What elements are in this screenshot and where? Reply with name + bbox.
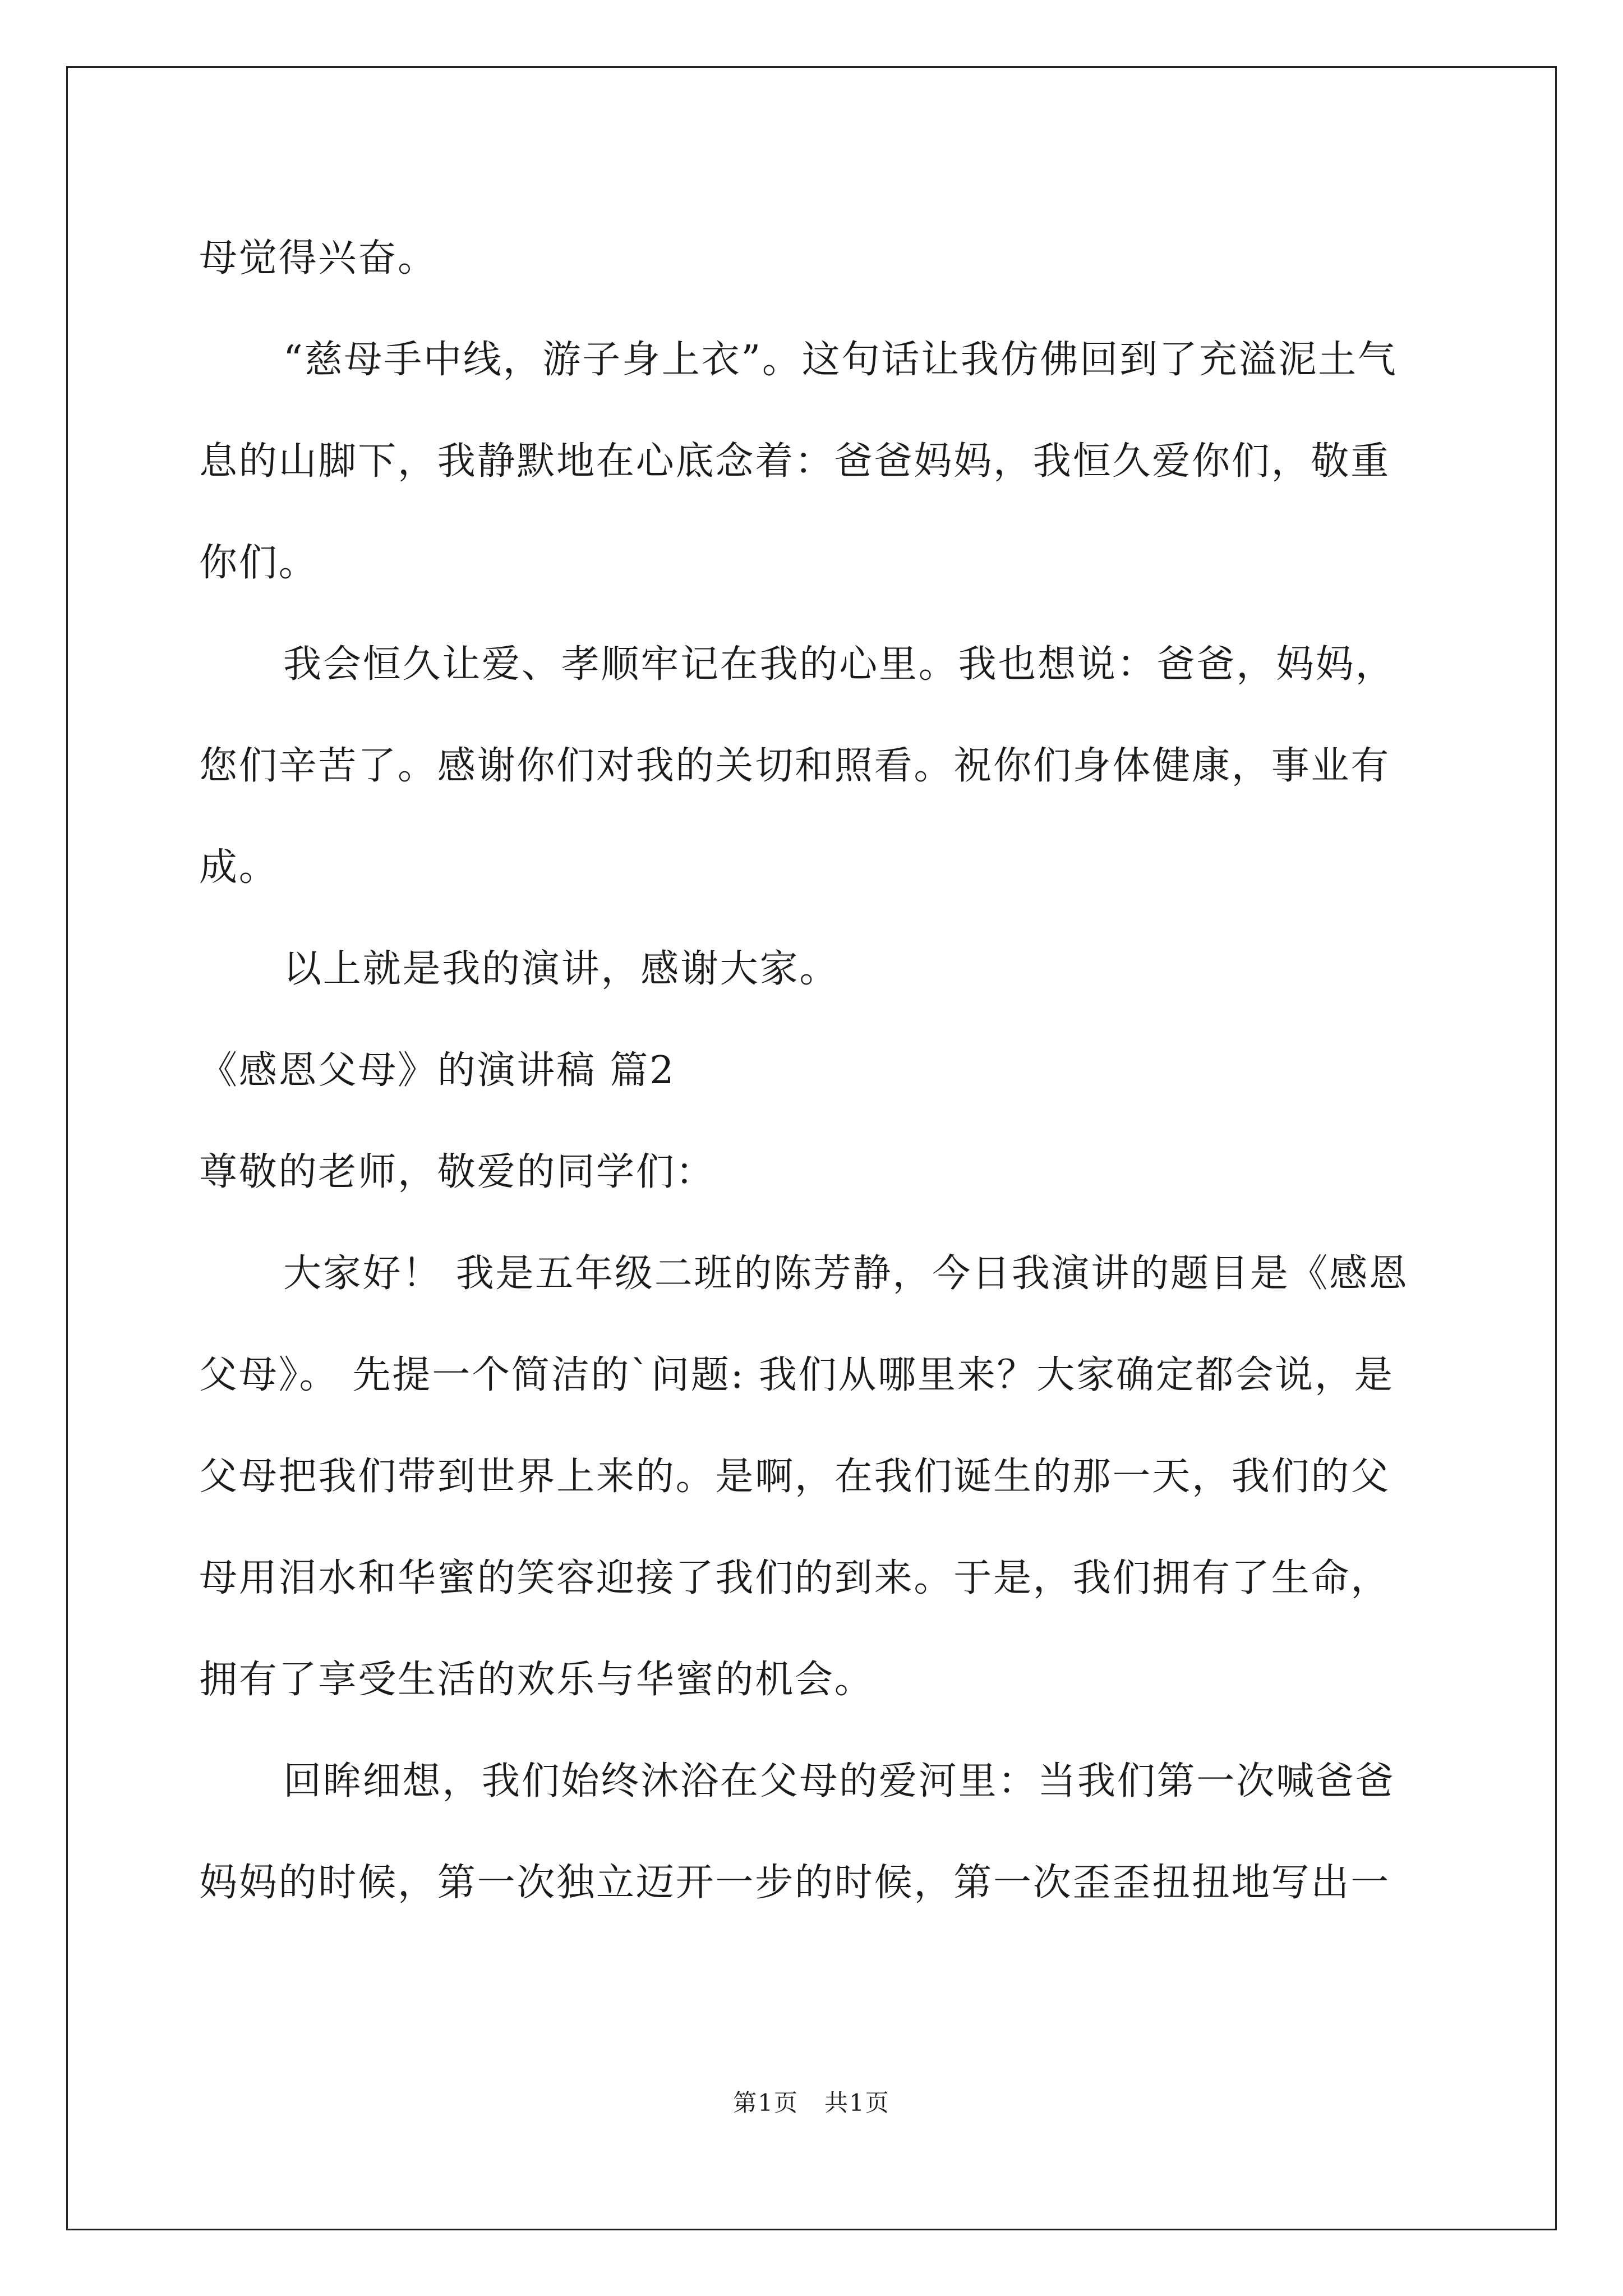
document-body [199, 208, 1427, 1934]
paragraph: 以上就是我的演讲，感谢大家。 [283, 947, 840, 991]
paragraph: 大家好！ 我是五年级二班的陈芳静，今日我演讲的题目是《感恩父母》。 先提一个简洁的`问题: 我们从哪里来？大家确定都会说，是父母把我们带到世界上来的。是啊，在我们诞生的那一天，我们的父母用泪水和华蜜的笑容迎接了我们的到来。于是，我们拥有了生命，拥有了享受生活的欢乐与华蜜的机会。 [199, 1251, 1409, 1702]
paragraph: 我会恒久让爱、孝顺牢记在我的心里。我也想说：爸爸，妈妈，您们辛苦了。感谢你们对我的关切和照看。祝你们身体健康，事业有成。 [199, 642, 1395, 890]
paragraph-continuation: 母觉得兴奋。 [199, 236, 437, 280]
paragraph: “慈母手中线，游子身上衣”。这句话让我仿佛回到了充溢泥土气息的山脚下，我静默地在心底念着：爸爸妈妈，我恒久爱你们，敬重你们。 [199, 338, 1398, 585]
salutation: 尊敬的老师，敬爱的同学们： [199, 1150, 716, 1194]
section-heading: 《感恩父母》的演讲稿 篇2 [199, 1048, 676, 1093]
page-number: 第1页 共1页 [733, 2089, 890, 2116]
paragraph: 回眸细想，我们始终沐浴在父母的爱河里：当我们第一次喊爸爸妈妈的时候，第一次独立迈开一步的时候，第一次歪歪扭扭地写出一 [199, 1759, 1395, 1905]
